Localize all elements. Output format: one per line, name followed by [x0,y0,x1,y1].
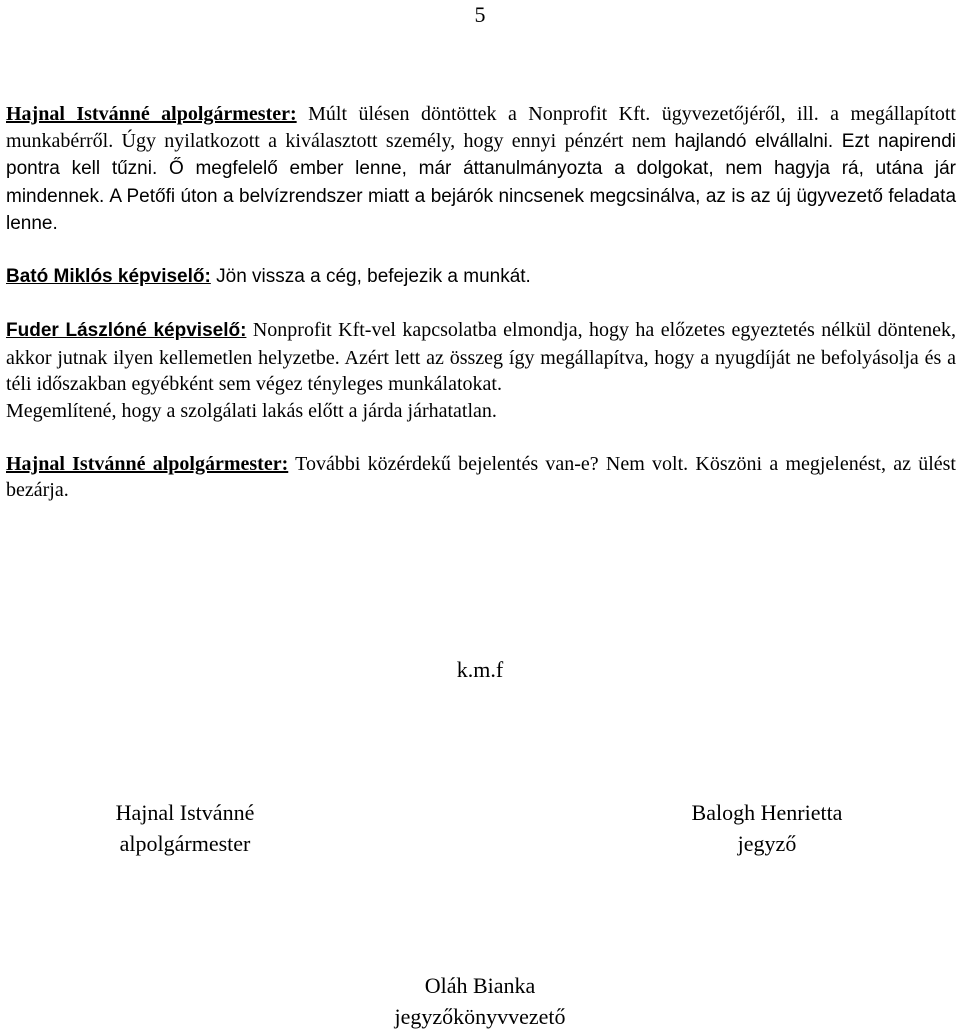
statement-text: Jön vissza a cég, befejezik a munkát. [210,266,531,287]
signature-left [60,797,310,859]
signature-title: alpolgármester [119,831,251,856]
signature-title: jegyzőkönyvvezető [394,1004,566,1029]
paragraph-fuder [6,317,956,398]
closing-kmf: k.m.f [456,657,504,682]
minutes-body [6,101,956,504]
paragraph-bato [6,264,956,291]
statement-text-2: Azért lett az összeg így megállapítva, hogy a nyugdíját ne befolyásolja és a téli időszakban egyébként sem végez tényleges munkálatokat. [6,346,956,395]
statement-text: További közérdekű bejelentés van-e? Nem volt. Köszöni a megjelenést, az ülést bezárja. [6,452,956,501]
speaker-label: Hajnal Istvánné alpolgármester: [6,103,297,125]
speaker-label: Bató Miklós képviselő: [6,266,211,287]
speaker-label: Hajnal Istvánné alpolgármester: [6,452,289,475]
statement-text: Múlt ülésen döntöttek a Nonprofit Kft. ügyvezetőjéről, ill. a megállapított munkabérről. Úgy nyilatkozott a kiválasztott személy, hogy ennyi pénzért nem [6,103,956,152]
paragraph-alpolgarmester-1 [6,101,956,238]
statement-text-sans: hajlandó elvállalni. Ezt napirendi pontra kell tűzni. Ő megfelelő ember lenne, már áttanulmányozta a dolgokat, nem hagyja rá, utána jár mindennek. [6,130,957,207]
spacer [6,291,956,318]
signature-bottom [330,970,630,1032]
statement-text-sans-2: A Petőfi úton a belvízrendszer miatt a bejárók nincsenek megcsinálva, az is az új ügyvezető feladata lenne. [6,185,957,234]
paragraph-fuder-2 [6,398,956,425]
speaker-label: Fuder Lászlóné képviselő: [6,320,247,341]
signature-right [642,797,892,859]
spacer [6,424,956,451]
statement-text: Nonprofit Kft-vel kapcsolatba elmondja, hogy ha előzetes egyeztetés nélkül döntenek, akkor jutnak ilyen kellemetlen helyzetbe. [6,319,956,369]
signature-name: Hajnal Istvánné [115,800,255,825]
signature-title: jegyző [737,831,797,856]
statement-text-3: Megemlítené, hogy a szolgálati lakás előtt a járda járhatatlan. [6,399,497,422]
page-number: 5 [474,2,486,27]
signature-name: Oláh Bianka [424,973,536,998]
spacer [6,238,956,265]
paragraph-alpolgarmester-2 [6,451,956,504]
signature-name: Balogh Henrietta [691,800,843,825]
